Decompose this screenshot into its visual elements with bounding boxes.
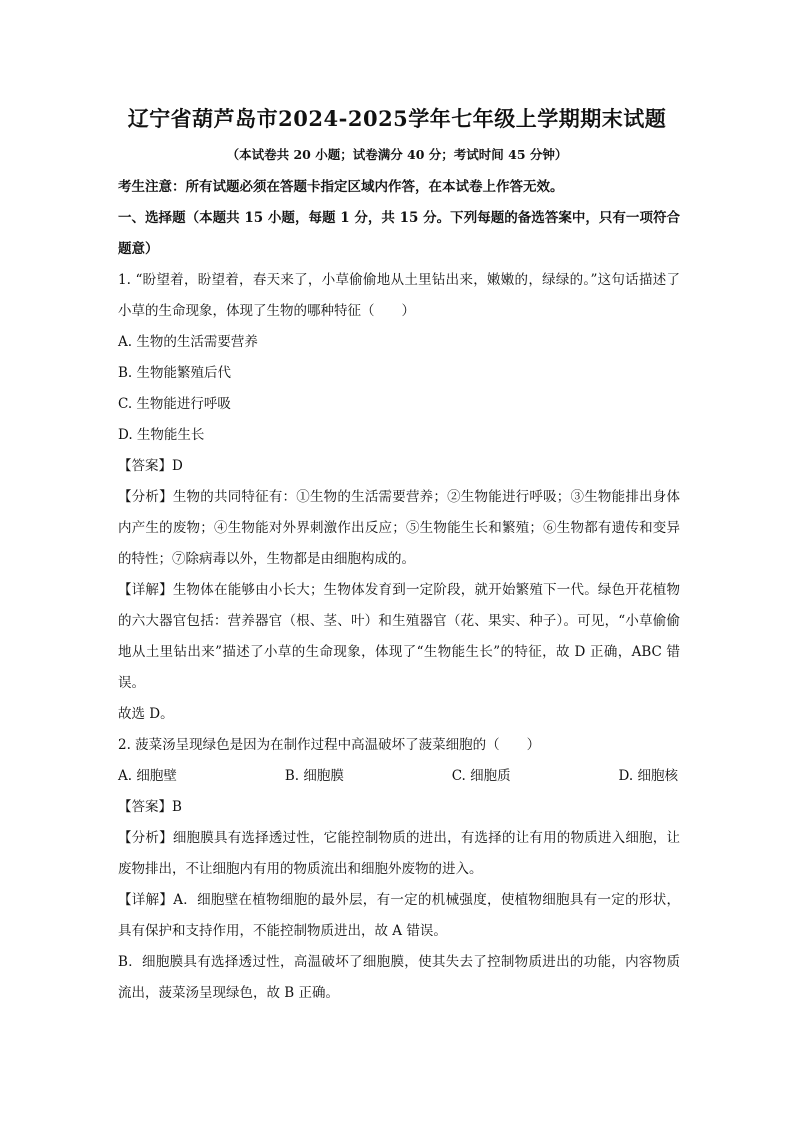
question-2-options bbox=[118, 761, 680, 792]
question-2-detail-b: B．细胞膜具有选择透过性，高温破坏了细胞膜，使其失去了控制物质进出的功能，内容物质流出，菠菜汤呈现绿色，故 B 正确。 bbox=[118, 954, 680, 1001]
question-2-analysis: 【分析】细胞膜具有选择透过性，它能控制物质的进出，有选择的让有用的物质进入细胞，让废物排出，不让细胞内有用的物质流出和细胞外废物的进入。 bbox=[118, 830, 680, 877]
question-1-option-a: A. 生物的生活需要营养 bbox=[118, 334, 258, 350]
question-1-stem: 1. “盼望着，盼望着，春天来了，小草偷偷地从土里钻出来，嫩嫩的，绿绿的。”这句话描述了小草的生命现象，体现了生物的哪种特征（ ） bbox=[118, 272, 680, 319]
question-2-detail-a: 【详解】A．细胞壁在植物细胞的最外层，有一定的机械强度，使植物细胞具有一定的形状，具有保护和支持作用，不能控制物质进出，故 A 错误。 bbox=[118, 892, 680, 939]
question-2-option-a: A. 细胞壁 bbox=[118, 768, 177, 784]
notice: 考生注意：所有试题必须在答题卡指定区域内作答，在本试卷上作答无效。 bbox=[118, 179, 564, 195]
question-2-option-b: B. 细胞膜 bbox=[284, 768, 344, 784]
question-2-option-d: D. 细胞核 bbox=[618, 768, 678, 784]
question-1-conclusion: 故选 D。 bbox=[118, 706, 174, 722]
question-1-analysis: 【分析】生物的共同特征有：①生物的生活需要营养；②生物能进行呼吸；③生物能排出身体内产生的废物；④生物能对外界刺激作出反应；⑤生物能生长和繁殖；⑥生物都有遗传和变异的特性；⑦除病毒以外，生物都是由细胞构成的。 bbox=[118, 489, 680, 567]
question-1-option-b: B. 生物能繁殖后代 bbox=[118, 365, 232, 381]
question-1-option-c: C. 生物能进行呼吸 bbox=[118, 396, 231, 412]
page-title: 辽宁省葫芦岛市2024-2025学年七年级上学期期末试题 bbox=[127, 106, 667, 131]
document-body bbox=[118, 172, 680, 1009]
question-2-answer: 【答案】B bbox=[118, 799, 182, 815]
section-heading: 一、选择题（本题共 15 小题，每题 1 分，共 15 分。下列每题的备选答案中，只有一项符合题意） bbox=[118, 210, 680, 257]
question-2-stem: 2. 菠菜汤呈现绿色是因为在制作过程中高温破坏了菠菜细胞的（ ） bbox=[118, 737, 541, 753]
question-2-option-c: C. 细胞质 bbox=[451, 768, 511, 784]
question-1-option-d: D. 生物能生长 bbox=[118, 427, 205, 443]
exam-info: （本试卷共 20 小题；试卷满分 40 分；考试时间 45 分钟） bbox=[226, 147, 568, 162]
question-1-answer: 【答案】D bbox=[118, 458, 183, 474]
question-1-detail: 【详解】生物体在能够由小长大；生物体发育到一定阶段，就开始繁殖下一代。绿色开花植物的六大器官包括：营养器官（根、茎、叶）和生殖器官（花、果实、种子）。可见，“小草偷偷地从土里钻出来”描述了小草的生命现象，体现了“生物能生长”的特征，故 D 正确，ABC 错误。 bbox=[118, 582, 680, 691]
